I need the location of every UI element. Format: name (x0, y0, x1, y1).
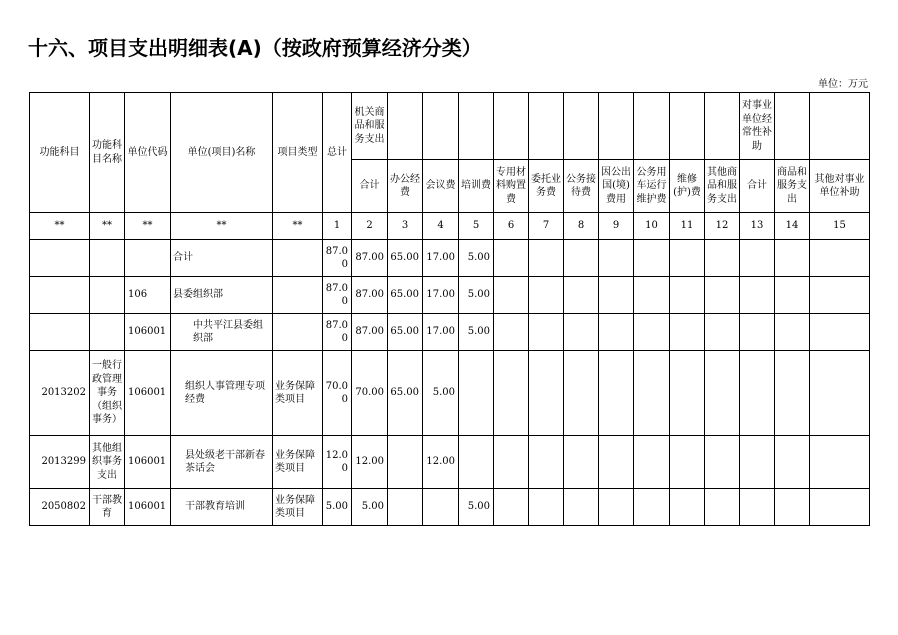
value-cell: 70.00 (352, 351, 388, 436)
index-cell: ** (171, 213, 273, 240)
unit-code-cell (125, 240, 171, 277)
value-cell: 17.00 (423, 277, 459, 314)
header-sub: 其他对事业单位补助 (810, 160, 870, 213)
value-cell (529, 314, 564, 351)
value-cell (775, 277, 810, 314)
unit-code-cell: 106001 (125, 351, 171, 436)
value-cell (705, 489, 740, 526)
func-subject-cell: 2013202 (30, 351, 90, 436)
value-cell: 5.00 (423, 351, 459, 436)
value-cell: 17.00 (423, 240, 459, 277)
value-cell (810, 351, 870, 436)
value-cell (529, 277, 564, 314)
value-cell: 65.00 (388, 277, 423, 314)
table-row (30, 351, 870, 436)
header-total: 总计 (323, 93, 352, 213)
value-cell: 12.00 (423, 436, 459, 489)
value-cell: 5.00 (459, 489, 494, 526)
value-cell: 87.00 (323, 277, 352, 314)
project-type-cell: 业务保障类项目 (273, 436, 323, 489)
unit-name-cell: 县委组织部 (171, 277, 273, 314)
table-row (30, 314, 870, 351)
value-cell (634, 314, 670, 351)
index-cell: 15 (810, 213, 870, 240)
index-cell: 5 (459, 213, 494, 240)
header-unit-name: 单位(项目)名称 (171, 93, 273, 213)
project-type-cell (273, 314, 323, 351)
table-row (30, 436, 870, 489)
value-cell: 5.00 (352, 489, 388, 526)
header-sub: 其他商品和服务支出 (705, 160, 740, 213)
header-sub: 公务用车运行维护费 (634, 160, 670, 213)
index-cell: 8 (564, 213, 599, 240)
value-cell (705, 351, 740, 436)
value-cell: 5.00 (459, 314, 494, 351)
value-cell: 87.00 (323, 314, 352, 351)
value-cell (564, 314, 599, 351)
unit-code-cell: 106001 (125, 436, 171, 489)
value-cell: 87.00 (323, 240, 352, 277)
value-cell (529, 489, 564, 526)
value-cell (564, 436, 599, 489)
unit-name-cell: 中共平江县委组织部 (171, 314, 273, 351)
value-cell: 5.00 (459, 277, 494, 314)
func-subject-name-cell (90, 277, 125, 314)
value-cell (634, 436, 670, 489)
header-func-subject: 功能科目 (30, 93, 90, 213)
value-cell (740, 351, 775, 436)
func-subject-name-cell (90, 240, 125, 277)
value-cell (740, 240, 775, 277)
value-cell: 5.00 (459, 240, 494, 277)
value-cell: 70.00 (323, 351, 352, 436)
value-cell (810, 314, 870, 351)
unit-label: 单位：万元 (818, 79, 868, 90)
value-cell (775, 314, 810, 351)
header-sub: 专用材料购置费 (494, 160, 529, 213)
header-sub: 商品和服务支出 (775, 160, 810, 213)
header-group-goods: 机关商品和服务支出 (352, 93, 388, 160)
table-row (30, 277, 870, 314)
func-subject-name-cell: 一般行政管理事务（组织事务） (90, 351, 125, 436)
value-cell (529, 351, 564, 436)
func-subject-cell (30, 314, 90, 351)
value-cell (810, 240, 870, 277)
index-cell: 13 (740, 213, 775, 240)
value-cell (459, 351, 494, 436)
unit-name-cell: 合计 (171, 240, 273, 277)
value-cell (705, 436, 740, 489)
value-cell (670, 351, 705, 436)
value-cell (670, 489, 705, 526)
value-cell (810, 277, 870, 314)
value-cell (529, 240, 564, 277)
unit-code-cell: 106 (125, 277, 171, 314)
value-cell (423, 489, 459, 526)
value-cell (494, 351, 529, 436)
value-cell (459, 436, 494, 489)
value-cell: 17.00 (423, 314, 459, 351)
value-cell (705, 314, 740, 351)
unit-name-cell: 县处级老干部新春茶话会 (171, 436, 273, 489)
value-cell (564, 489, 599, 526)
header-sub: 培训费 (459, 160, 494, 213)
index-cell: 6 (494, 213, 529, 240)
project-type-cell: 业务保障类项目 (273, 489, 323, 526)
value-cell (388, 436, 423, 489)
value-cell (740, 436, 775, 489)
value-cell (599, 314, 634, 351)
table-row (30, 489, 870, 526)
value-cell: 65.00 (388, 314, 423, 351)
value-cell (599, 240, 634, 277)
unit-code-cell: 106001 (125, 489, 171, 526)
index-cell: ** (30, 213, 90, 240)
value-cell (670, 436, 705, 489)
value-cell (775, 436, 810, 489)
header-group-subsidy: 对事业单位经常性补助 (740, 93, 775, 160)
value-cell (634, 489, 670, 526)
value-cell: 87.00 (352, 314, 388, 351)
header-sub: 办公经费 (388, 160, 423, 213)
index-cell: ** (90, 213, 125, 240)
value-cell (705, 240, 740, 277)
value-cell (494, 314, 529, 351)
func-subject-name-cell (90, 314, 125, 351)
value-cell (634, 277, 670, 314)
value-cell (494, 277, 529, 314)
project-type-cell: 业务保障类项目 (273, 351, 323, 436)
header-sub: 合计 (352, 160, 388, 213)
expense-table (29, 92, 870, 526)
unit-name-cell: 组织人事管理专项经费 (171, 351, 273, 436)
value-cell (564, 351, 599, 436)
header-sub: 公务接待费 (564, 160, 599, 213)
index-cell: 12 (705, 213, 740, 240)
value-cell (740, 277, 775, 314)
value-cell (705, 277, 740, 314)
value-cell (599, 277, 634, 314)
project-type-cell (273, 277, 323, 314)
index-cell: 9 (599, 213, 634, 240)
index-cell: 10 (634, 213, 670, 240)
value-cell (599, 436, 634, 489)
index-cell: 7 (529, 213, 564, 240)
table-body (30, 240, 870, 526)
value-cell (494, 240, 529, 277)
value-cell: 65.00 (388, 351, 423, 436)
value-cell (388, 489, 423, 526)
value-cell (599, 351, 634, 436)
func-subject-cell: 2013299 (30, 436, 90, 489)
header-unit-code: 单位代码 (125, 93, 171, 213)
value-cell (670, 314, 705, 351)
index-cell: ** (273, 213, 323, 240)
value-cell (810, 489, 870, 526)
project-type-cell (273, 240, 323, 277)
header-project-type: 项目类型 (273, 93, 323, 213)
func-subject-cell: 2050802 (30, 489, 90, 526)
value-cell (494, 489, 529, 526)
value-cell: 12.00 (352, 436, 388, 489)
value-cell (775, 240, 810, 277)
header-sub: 因公出国(境)费用 (599, 160, 634, 213)
value-cell (599, 489, 634, 526)
header-func-subject-name: 功能科目名称 (90, 93, 125, 213)
header-sub: 合计 (740, 160, 775, 213)
index-cell: 11 (670, 213, 705, 240)
value-cell (670, 277, 705, 314)
value-cell (564, 277, 599, 314)
value-cell (740, 314, 775, 351)
func-subject-name-cell: 干部教育 (90, 489, 125, 526)
index-cell: ** (125, 213, 171, 240)
index-cell: 2 (352, 213, 388, 240)
value-cell (740, 489, 775, 526)
value-cell: 12.00 (323, 436, 352, 489)
value-cell: 87.00 (352, 277, 388, 314)
index-cell: 14 (775, 213, 810, 240)
value-cell (775, 489, 810, 526)
func-subject-name-cell: 其他组织事务支出 (90, 436, 125, 489)
unit-name-cell: 干部教育培训 (171, 489, 273, 526)
header-sub: 委托业务费 (529, 160, 564, 213)
func-subject-cell (30, 277, 90, 314)
table-row (30, 240, 870, 277)
value-cell: 5.00 (323, 489, 352, 526)
header-sub: 维修(护)费 (670, 160, 705, 213)
func-subject-cell (30, 240, 90, 277)
header-sub: 会议费 (423, 160, 459, 213)
page-title: 十六、项目支出明细表(A)（按政府预算经济分类） (28, 36, 482, 60)
index-cell: 1 (323, 213, 352, 240)
index-cell: 4 (423, 213, 459, 240)
unit-code-cell: 106001 (125, 314, 171, 351)
value-cell (775, 351, 810, 436)
value-cell (810, 436, 870, 489)
value-cell (564, 240, 599, 277)
value-cell (670, 240, 705, 277)
index-cell: 3 (388, 213, 423, 240)
value-cell (634, 240, 670, 277)
value-cell: 87.00 (352, 240, 388, 277)
value-cell (634, 351, 670, 436)
value-cell (529, 436, 564, 489)
value-cell (494, 436, 529, 489)
value-cell: 65.00 (388, 240, 423, 277)
